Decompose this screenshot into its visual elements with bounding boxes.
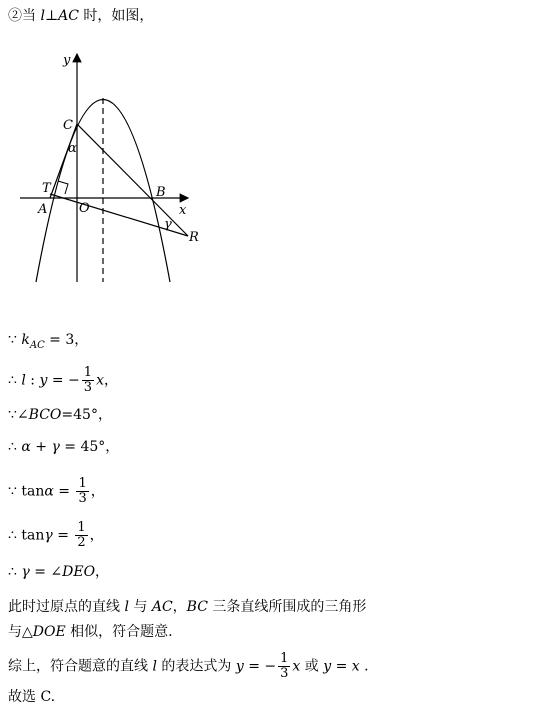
fraction: $\frac{1}{2}$ [77, 520, 86, 550]
circled-number: ② [8, 8, 22, 24]
final-answer: 故选 C. [8, 689, 56, 705]
derivation-line-4: ∴ α + γ = 45°， [8, 439, 120, 455]
derivation-line-5: ∵ tanα = $\frac{1}{3}$ ， [8, 476, 105, 506]
label-y: y [63, 53, 71, 68]
fraction: $\frac{1}{3}$ [83, 365, 93, 395]
derivation-line-3: ∵∠BCO=45°， [8, 407, 112, 423]
label-alpha: α [68, 141, 77, 156]
label-x: x [179, 203, 187, 218]
geometry-figure [14, 40, 214, 290]
derivation-line-1: ∵ $k_{AC} = 3$， [8, 332, 89, 351]
derivation-line-6: ∴ tanγ = $\frac{1}{2}$ ， [8, 520, 104, 550]
intro-line: ②当 l⊥AC 时，如图， [8, 8, 154, 24]
right-angle-mark [58, 181, 68, 194]
conclusion-line-2: 与△DOE 相似，符合题意. [8, 624, 173, 640]
fraction: $\frac{1}{3}$ [78, 476, 87, 506]
line-ca [50, 124, 77, 198]
label-b: B [156, 185, 166, 200]
conclusion-line-3: 综上，符合题意的直线 l 的表达式为 y = − $\frac{1}{3}$ x 或 y = x . [8, 651, 369, 681]
label-t: T [42, 181, 51, 196]
label-c: C [63, 118, 73, 133]
label-gamma: γ [164, 217, 172, 232]
derivation-line-7: ∴ γ = ∠DEO， [8, 564, 110, 580]
fraction: $\frac{1}{3}$ [280, 651, 289, 681]
label-a: A [38, 202, 48, 217]
derivation-line-2: ∴ l : y = − $\frac{1}{3}$ x， [8, 365, 118, 395]
conclusion-line-1: 此时过原点的直线 l 与 AC，BC 三条直线所围成的三角形 [8, 599, 367, 615]
label-o: O [79, 201, 90, 216]
label-r: R [189, 230, 199, 245]
